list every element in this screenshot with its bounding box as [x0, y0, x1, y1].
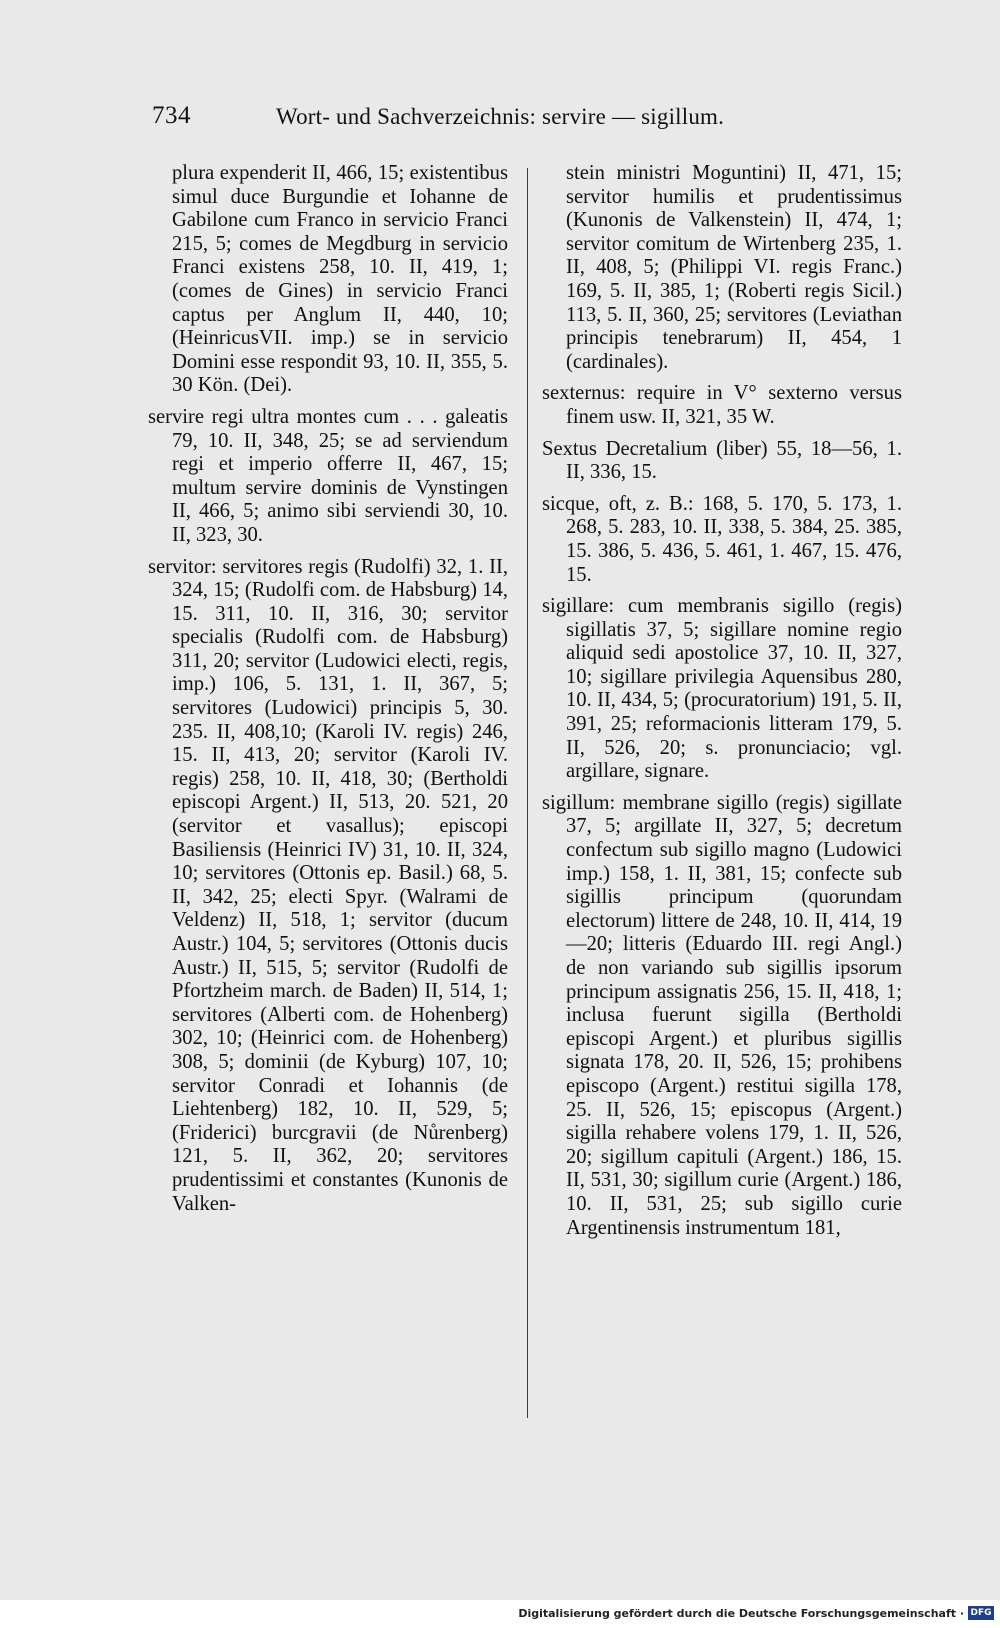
dfg-logo-icon: DFG: [968, 1606, 994, 1620]
page-number: 734: [152, 102, 191, 129]
index-entry: sicque, oft, z. B.: 168, 5. 170, 5. 173, 1. 268, 5. 283, 10. II, 338, 5. 384, 25. 385, 15. 386, 5. 436, 5. 461, 1. 467, 15. 476, 15.: [542, 492, 902, 586]
index-entry: sigillare: cum membranis sigillo (regis) sigillatis 37, 5; sigillare nomine regio aliquid sedi apostolice 37, 10. II, 327, 10; sigillare privilegia Aquensibus 280, 10. II, 434, 5; (procuratorium) 191, 5. II, 391, 25; reformacionis litteram 179, 5. II, 526, 20; s. pronunciacio; vgl. argillare, signare.: [542, 595, 902, 783]
index-entry: sigillum: membrane sigillo (regis) sigillate 37, 5; argillate II, 327, 5; decretum confectum sub sigillo magno (Ludowici imp.) 158, 1. II, 381, 15; confecte sub sigillis principum (quorundam electorum) littere de 248, 10. II, 414, 19—20; litteris (Eduardo III. regi Angl.) de non variando sub sigillis ipsorum principum assignatis 256, 15. II, 418, 1; inclusa fuerunt sigilla (Bertholdi episcopi Argent.) et pluribus sigillis signata 178, 20. II, 526, 15; prohibens episcopo (Argent.) restitui sigilla 178, 25. II, 526, 15; episcopus (Argent.) sigilla rehabere volens 179, 1. II, 526, 20; sigillum capituli (Argent.) 186, 15. II, 531, 30; sigillum curie (Argent.) 186, 10. II, 531, 25; sub sigillo curie Argentinensis instrumentum 181,: [542, 791, 902, 1239]
index-entry: servire regi ultra montes cum . . . galeatis 79, 10. II, 348, 25; se ad serviendum regi et imperio offerre II, 467, 15; multum servire dominis de Vynstingen II, 466, 5; animo sibi serviendi 30, 10. II, 323, 30.: [148, 405, 508, 546]
funding-credit: Digitalisierung gefördert durch die Deutsche Forschungsgemeinschaft ·: [518, 1607, 964, 1620]
index-entry: servitor: servitores regis (Rudolfi) 32, 1. II, 324, 15; (Rudolfi com. de Habsburg) 14, 15. 311, 10. II, 316, 30; servitor specialis (Rudolfi com. de Habsburg) 311, 20; servitor (Ludowici electi, regis, imp.) 106, 5. 131, 1. II, 367, 5; servitores (Ludowici) principis 5, 30. 235. II, 408,10; (Karoli IV. regis) 246, 15. II, 413, 20; servitor (Karoli IV. regis) 258, 10. II, 418, 30; (Bertholdi episcopi Argent.) II, 513, 20. 521, 20 (servitor et vasallus); episcopi Basiliensis (Heinrici IV) 31, 10. II, 324, 10; servitores (Ottonis ep. Basil.) 68, 5. II, 342, 25; electi Spyr. (Walrami de Veldenz) II, 518, 1; servitor (ducum Austr.) 104, 5; servitores (Ottonis ducis Austr.) II, 515, 5; servitor (Rudolfi de Pfortzheim march. de Baden) II, 514, 1; servitores (Alberti com. de Hohenberg) 302, 10; (Heinrici com. de Hohenberg) 308, 5; dominii (de Kyburg) 107, 10; servitor Conradi et Iohannis (de Liehtenberg) 182, 10. II, 529, 5; (Friderici) burcgravii (de Nůrenberg) 121, 5. II, 362, 20; servitores prudentissimi et constantes (Kunonis de Valken-: [148, 555, 508, 1215]
index-entry: sexternus: require in V° sexterno versus finem usw. II, 321, 35 W.: [542, 382, 902, 428]
index-entry: plura expenderit II, 466, 15; existentibus simul duce Burgundie et Iohanne de Gabilone cum Franco in servicio Franci 215, 5; comes de Megdburg in servicio Franci existens 258, 10. II, 419, 1; (comes de Gines) in servicio Franci captus per Anglum II, 440, 10; (HeinricusVII. imp.) se in servicio Domini esse respondit 93, 10. II, 355, 5. 30 Kön. (Dei).: [172, 162, 508, 397]
index-entry: stein ministri Moguntini) II, 471, 15; servitor humilis et prudentissimus (Kunonis de Valkenstein) II, 474, 1; servitor comitum de Wirtenberg 235, 1. II, 408, 5; (Philippi VI. regis Franc.) 169, 5. II, 385, 1; (Roberti regis Sicil.) 113, 5. II, 360, 25; servitores (Leviathan principis tenebrarum) II, 454, 1 (cardinales).: [566, 162, 902, 373]
footer-bar: [0, 1600, 1000, 1628]
index-entry: Sextus Decretalium (liber) 55, 18—56, 1. II, 336, 15.: [542, 437, 902, 484]
column-divider: [527, 168, 528, 1418]
running-title: Wort- und Sachverzeichnis: servire — sigillum.: [276, 104, 725, 129]
right-column: [542, 162, 902, 1240]
left-column: [148, 162, 508, 1216]
